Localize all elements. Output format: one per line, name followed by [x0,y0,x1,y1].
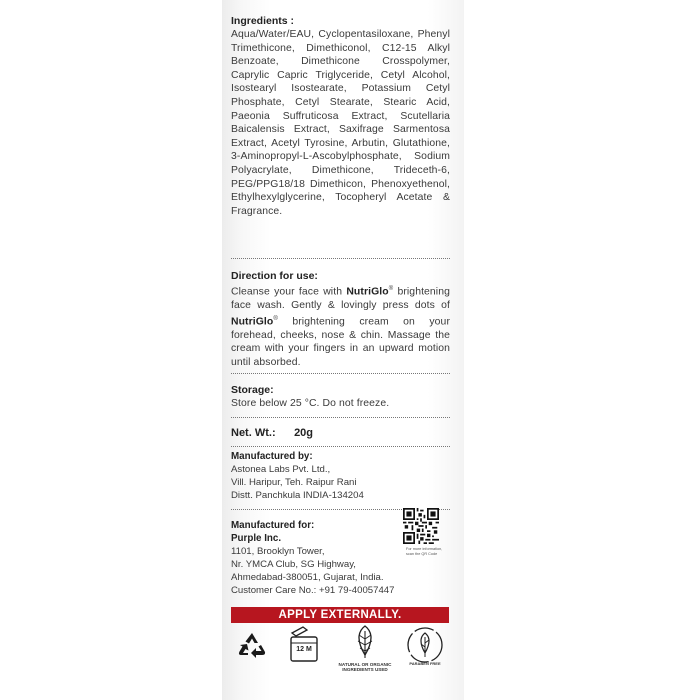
storage-section [231,383,389,411]
manufactured-for-heading: Manufactured for: [231,520,315,531]
brand-name: NutriGlo [346,286,389,298]
net-weight-label: Net. Wt.: [231,427,276,439]
ingredients-section [231,14,450,218]
net-weight-section [231,423,450,441]
period-after-opening-icon [289,625,319,668]
direction-section [231,269,450,370]
manufacturer-line: Vill. Haripur, Teh. Raipur Rani [231,477,357,488]
separator [231,258,450,259]
storage-heading: Storage: [231,384,274,396]
recycle-icon [237,631,267,661]
manufacturer-line: Astonea Labs Pvt. Ltd., [231,464,331,475]
compliance-icons [231,625,453,685]
brand-name: NutriGlo [231,316,274,328]
separator [231,446,450,447]
manufactured-by-heading: Manufactured by: [231,451,313,462]
direction-heading: Direction for use: [231,270,318,282]
paraben-free-icon [405,625,445,674]
manufacturer-line: Distt. Panchkula INDIA-134204 [231,490,364,501]
address-line: Ahmedabad-380051, Gujarat, India. [231,572,384,583]
address-line: 1101, Brooklyn Tower, [231,546,325,557]
separator [231,373,450,374]
company-name: Purple Inc. [231,533,282,544]
ingredients-heading: Ingredients : [231,15,295,27]
storage-text: Store below 25 °C. Do not freeze. [231,398,390,409]
manufactured-by-section [231,450,364,502]
separator [231,417,450,418]
direction-text: Cleanse your face with NutriGlo® brightening face wash. Gently & lovingly press dots of NutriGlo® brightening cream on your forehead, cheeks, nose & chin. Massage the cream with your fingers in an upward motion until absorbed. [231,286,450,368]
manufactured-for-section [231,519,394,597]
address-line: Nr. YMCA Club, SG Highway, [231,559,356,570]
apply-externally-banner: APPLY EXTERNALLY. [231,607,449,623]
natural-organic-label: NATURAL OR ORGANIC INGREDIENTS USED [338,662,392,673]
ingredients-text: Aqua/Water/EAU, Cyclopentasiloxane, Phenyl Trimethicone, Dimethiconol, C12-15 Alkyl Benzoate, Dimethicone Crosspolymer, Caprylic Capric Triglyceride, Cetyl Alcohol, Isostearyl Isostearate, Potassium Cetyl Phosphate, Cetyl Stearate, Stearic Acid, Paeonia Suffruticosa Extract, Scutellaria Baicalensis Extract, Saxifrage Sarmentosa Extract, Acetyl Tyrosine, Arbutin, Glutathione, 3-Aminopropyl-L-Ascobylphosphate, Sodium Polyacrylate, Dimethicone, Trideceth-6, PEG/PPG18/18 Dimethicon, Phenoxyethenol, Ethylhexylglycerine, Tocopheryl Acetate & Fragrance. [231,29,450,217]
net-weight-value: 20g [294,427,314,439]
qr-note: For more information, scan the QR Code [406,547,443,556]
pao-label: 12 M [296,646,312,653]
paraben-free-label: PARABEN FREE [409,661,441,666]
customer-care: Customer Care No.: +91 79-40057447 [231,585,395,596]
qr-code-icon[interactable] [403,508,439,544]
